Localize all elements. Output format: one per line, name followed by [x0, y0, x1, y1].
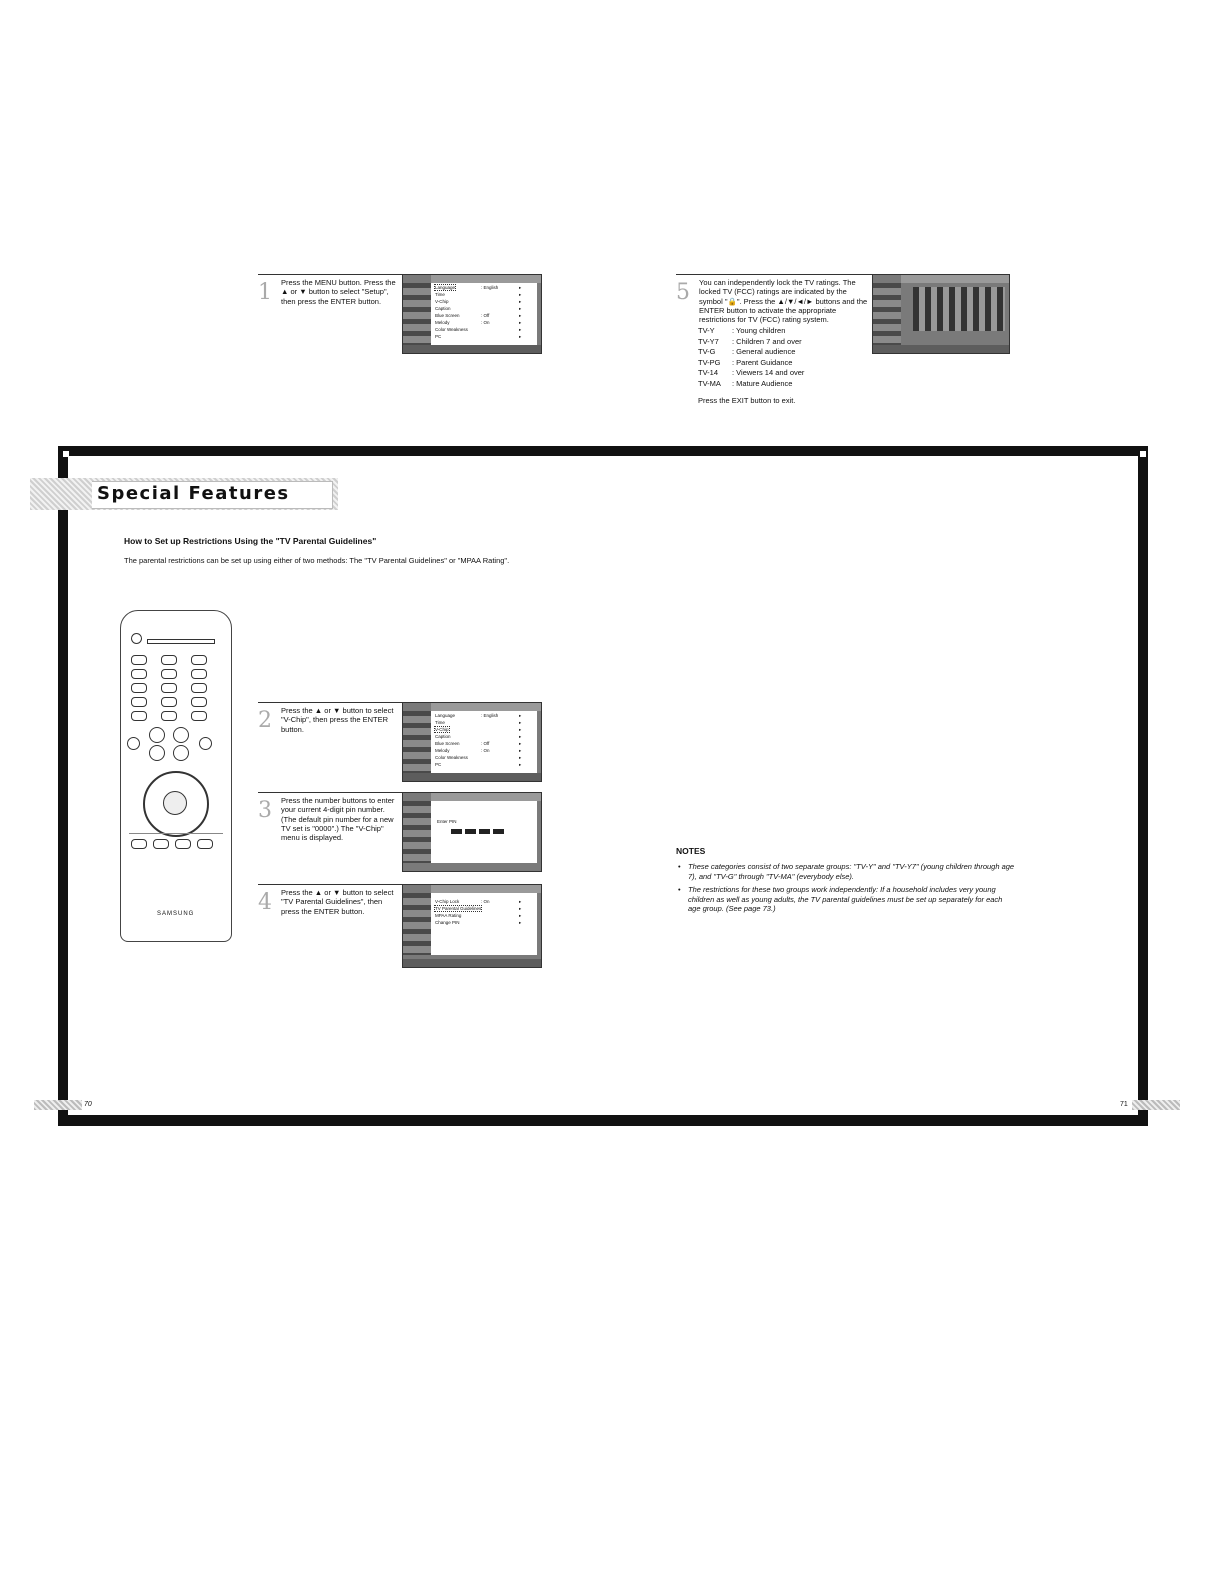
- step-text: Press the number buttons to enter your current 4-digit pin number. (The default pin number for a new TV set is "0000".) The "V-Chip" menu is displayed.: [281, 796, 395, 843]
- power-button-icon: [131, 633, 142, 644]
- number-button-icon: [191, 669, 207, 679]
- osd-row: V-Chip ▸: [435, 299, 522, 304]
- remote-control-icon: [120, 610, 232, 942]
- osd-sidebar: [403, 283, 431, 345]
- volume-button-icon: [149, 745, 165, 761]
- osd-title-bar: [431, 703, 541, 711]
- vchip-menu-screenshot: [402, 884, 542, 968]
- step-divider: [258, 702, 402, 703]
- number-button-icon: [191, 683, 207, 693]
- number-button-icon: [191, 711, 207, 721]
- notes-list: [676, 862, 1016, 918]
- osd-sidebar: [403, 711, 431, 773]
- number-button-icon: [131, 697, 147, 707]
- osd-row: Melody : On ▸: [435, 748, 522, 753]
- rating-row: TV-PG : Parent Guidance: [698, 357, 793, 367]
- step-text: You can independently lock the TV ratings. The locked TV (FCC) ratings are indicated by the symbol "🔒". Press the ▲/▼/◄/► buttons and the ENTER button to activate the appropriate restrictions for TV (FCC) rating system.: [699, 278, 868, 325]
- osd-sidebar: [873, 283, 901, 345]
- osd-row: Time ▸: [435, 292, 522, 297]
- osd-row: TV Parental Guidelines ▸: [435, 906, 522, 911]
- note-item: • These categories consist of two separate groups: "TV-Y" and "TV-Y7" (young children through age 7), and "TV-G" through "TV-MA" (everybody else).: [676, 862, 1016, 881]
- osd-sidebar: [403, 801, 431, 863]
- step-number: 3: [258, 798, 272, 823]
- mode-slider-icon: [147, 639, 215, 644]
- corner-mark: [63, 451, 69, 457]
- mute-button-icon: [127, 737, 140, 750]
- osd-panel: [431, 711, 537, 773]
- number-button-icon: [191, 697, 207, 707]
- number-button-icon: [131, 683, 147, 693]
- number-button-icon: [131, 669, 147, 679]
- enter-button-icon: [163, 791, 187, 815]
- remote-button-icon: [161, 655, 177, 665]
- section-heading: How to Set up Restrictions Using the "TV Parental Guidelines": [124, 536, 377, 546]
- step-text: Press the ▲ or ▼ button to select "V-Chip", then press the ENTER button.: [281, 706, 394, 734]
- rating-row: TV-14 : Viewers 14 and over: [698, 368, 805, 377]
- frame-left-border: [58, 446, 68, 1126]
- step-text: Press the ▲ or ▼ button to select "TV Parental Guidelines", then press the ENTER button.: [281, 888, 394, 916]
- osd-footer: [873, 345, 1009, 353]
- step-number: 2: [258, 708, 272, 733]
- step-divider: [258, 884, 402, 885]
- setup-menu-screenshot: [402, 702, 542, 782]
- ratings-list: [698, 326, 804, 389]
- frame-top-border: [58, 446, 1148, 456]
- osd-row: Caption ▸: [435, 734, 522, 739]
- page-title: Special Features: [97, 483, 290, 504]
- rating-row: TV-Y : Young children: [698, 326, 786, 335]
- osd-row: Color Weakness ▸: [435, 755, 522, 760]
- osd-footer: [403, 959, 541, 967]
- osd-row: Color Weakness ▸: [435, 327, 522, 332]
- pin-digit-box: [465, 829, 476, 834]
- osd-row: Melody : On ▸: [435, 320, 522, 325]
- step-divider: [676, 274, 872, 275]
- frame-right-border: [1138, 446, 1148, 1126]
- page-number-band: [1132, 1100, 1180, 1110]
- step-text: Press the MENU button. Press the ▲ or ▼ button to select "Setup", then press the ENTER button.: [281, 278, 396, 306]
- number-button-icon: [161, 697, 177, 707]
- rating-lock-grid: [913, 287, 1005, 331]
- osd-row: Change PIN ▸: [435, 920, 522, 925]
- remote-lower-section: [129, 833, 223, 934]
- frame-bottom-border: [58, 1115, 1148, 1126]
- osd-row: PC ▸: [435, 334, 522, 339]
- remote-button-icon: [131, 655, 147, 665]
- note-item: • The restrictions for these two groups work independently: If a household includes very young children as well as young adults, the TV parental guidelines must be set up separately for each age group. (See page 73.): [676, 885, 1016, 914]
- osd-row: Caption ▸: [435, 306, 522, 311]
- osd-row: Blue Screen : Off ▸: [435, 741, 522, 746]
- step-divider: [258, 274, 402, 275]
- osd-panel: [431, 893, 537, 955]
- osd-row: MPAA Rating ▸: [435, 913, 522, 918]
- osd-row: V-Chip Lock : On ▸: [435, 899, 522, 904]
- osd-row: PC ▸: [435, 762, 522, 767]
- pin-entry-screenshot: [402, 792, 542, 872]
- osd-title-bar: [901, 275, 1009, 283]
- step-number: 1: [258, 280, 272, 305]
- osd-title-bar: [431, 885, 541, 893]
- setup-menu-screenshot: [402, 274, 542, 354]
- exit-note: Press the EXIT button to exit.: [698, 396, 796, 405]
- osd-panel: [431, 801, 537, 863]
- tv-video-button-icon: [199, 737, 212, 750]
- pin-label: Enter PIN: [437, 819, 457, 824]
- osd-title-bar: [431, 793, 541, 801]
- osd-footer: [403, 345, 541, 353]
- channel-button-icon: [173, 727, 189, 743]
- osd-row: Language : English ▸: [435, 285, 522, 290]
- step-number: 5: [676, 280, 690, 305]
- number-button-icon: [161, 711, 177, 721]
- osd-row: Blue Screen : Off ▸: [435, 313, 522, 318]
- osd-row: Language : English ▸: [435, 713, 522, 718]
- step-number: 4: [258, 890, 272, 915]
- remote-button-icon: [191, 655, 207, 665]
- page-number-right: 71: [1120, 1101, 1128, 1108]
- intro-text: The parental restrictions can be set up using either of two methods: The "TV Parental Guidelines" or "MPAA Rating".: [124, 556, 510, 565]
- number-button-icon: [161, 683, 177, 693]
- pin-digit-box: [451, 829, 462, 834]
- osd-panel: [431, 283, 537, 345]
- pin-digit-box: [479, 829, 490, 834]
- rating-row: TV-Y7 : Children 7 and over: [698, 336, 802, 346]
- rating-row: TV-G : General audience: [698, 347, 796, 356]
- osd-row: Time ▸: [435, 720, 522, 725]
- osd-row: V-Chip ▸: [435, 727, 522, 732]
- step-divider: [258, 792, 402, 793]
- osd-sidebar: [403, 893, 431, 955]
- corner-mark: [1140, 451, 1146, 457]
- remote-brand-label: SAMSUNG: [157, 911, 195, 917]
- volume-button-icon: [149, 727, 165, 743]
- number-button-icon: [131, 711, 147, 721]
- parental-guidelines-screenshot: [872, 274, 1010, 354]
- number-button-icon: [161, 669, 177, 679]
- page-number-left: 70: [84, 1101, 92, 1108]
- rating-row: TV-MA : Mature Audience: [698, 378, 793, 388]
- channel-button-icon: [173, 745, 189, 761]
- osd-footer: [403, 773, 541, 781]
- pin-digit-box: [493, 829, 504, 834]
- notes-title: NOTES: [676, 846, 706, 856]
- osd-title-bar: [431, 275, 541, 283]
- page-number-band: [34, 1100, 82, 1110]
